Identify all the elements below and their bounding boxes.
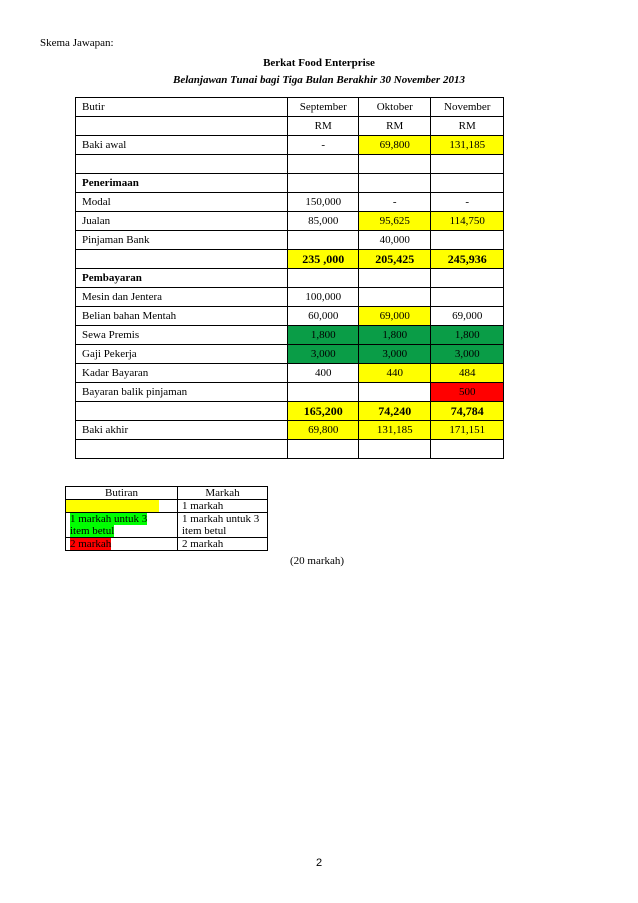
legend-text-line1: 1 markah untuk 3 (182, 513, 260, 525)
table-cell: 69,000 (431, 307, 504, 326)
table-row (76, 288, 504, 307)
table-cell (431, 174, 504, 193)
table-cell: 3,000 (431, 345, 504, 364)
table-cell (288, 383, 358, 402)
row-label: Modal (76, 193, 288, 212)
row-label: Bayaran balik pinjaman (76, 383, 288, 402)
table-row (76, 269, 504, 288)
row-label: Belian bahan Mentah (76, 307, 288, 326)
table-cell: 40,000 (358, 231, 431, 250)
units-cell (76, 117, 288, 136)
row-label: Kadar Bayaran (76, 364, 288, 383)
table-cell: 150,000 (288, 193, 358, 212)
table-cell (431, 269, 504, 288)
table-cell (431, 155, 504, 174)
table-row (76, 421, 504, 440)
total-cell: 245,936 (431, 250, 504, 269)
table-cell (358, 174, 431, 193)
table-cell (358, 288, 431, 307)
row-label: Pinjaman Bank (76, 231, 288, 250)
table-row (76, 231, 504, 250)
total-cell: 205,425 (358, 250, 431, 269)
units-cell: RM (431, 117, 504, 136)
table-cell: 131,185 (431, 136, 504, 155)
marking-legend-table (65, 486, 268, 551)
table-cell: 95,625 (358, 212, 431, 231)
table-row (76, 174, 504, 193)
table-cell: 500 (431, 383, 504, 402)
row-label: Mesin dan Jentera (76, 288, 288, 307)
table-row (76, 364, 504, 383)
document-title: Berkat Food Enterprise (263, 57, 375, 69)
row-label (76, 402, 288, 421)
table-cell (358, 155, 431, 174)
table-cell: 131,185 (358, 421, 431, 440)
table-cell: - (431, 193, 504, 212)
table-row (76, 440, 504, 459)
table-cell: 400 (288, 364, 358, 383)
section-heading: Penerimaan (76, 174, 288, 193)
table-cell: 1,800 (358, 326, 431, 345)
table-cell (431, 440, 504, 459)
yellow-swatch (66, 500, 159, 512)
table-cell (431, 288, 504, 307)
header-cell: September (288, 98, 358, 117)
table-header-row (76, 98, 504, 117)
legend-text (178, 513, 268, 538)
legend-swatch-red (66, 538, 178, 551)
table-cell: 69,000 (358, 307, 431, 326)
row-label (76, 440, 288, 459)
total-cell: 165,200 (288, 402, 358, 421)
table-cell: 171,151 (431, 421, 504, 440)
table-cell: 69,800 (288, 421, 358, 440)
legend-header-row (66, 487, 268, 500)
table-row (76, 136, 504, 155)
total-cell: 74,240 (358, 402, 431, 421)
table-row (76, 345, 504, 364)
table-row (76, 402, 504, 421)
legend-row (66, 538, 268, 551)
intro-text: Skema Jawapan: (40, 37, 114, 49)
total-cell: 235 ,000 (288, 250, 358, 269)
green-swatch-line2: item betul (70, 525, 115, 537)
row-label (76, 250, 288, 269)
legend-swatch-green (66, 513, 178, 538)
row-label (76, 155, 288, 174)
table-row (76, 155, 504, 174)
table-cell (358, 440, 431, 459)
table-cell (288, 269, 358, 288)
table-cell: 484 (431, 364, 504, 383)
total-cell: 74,784 (431, 402, 504, 421)
page-number: 2 (315, 857, 323, 869)
section-heading: Pembayaran (76, 269, 288, 288)
legend-text: 2 markah (178, 538, 268, 551)
document-subtitle: Belanjawan Tunai bagi Tiga Bulan Berakhir 30 November 2013 (173, 74, 465, 86)
table-units-row (76, 117, 504, 136)
legend-text: 1 markah (178, 500, 268, 513)
table-cell: 69,800 (358, 136, 431, 155)
units-cell: RM (358, 117, 431, 136)
table-cell: - (358, 193, 431, 212)
header-cell: Oktober (358, 98, 431, 117)
red-swatch: 2 markah (70, 538, 112, 550)
header-cell: Butir (76, 98, 288, 117)
table-cell (288, 440, 358, 459)
table-cell (288, 155, 358, 174)
table-cell: 114,750 (431, 212, 504, 231)
row-label: Sewa Premis (76, 326, 288, 345)
units-cell: RM (288, 117, 358, 136)
table-cell: - (288, 136, 358, 155)
table-row (76, 212, 504, 231)
row-label: Jualan (76, 212, 288, 231)
row-label: Baki awal (76, 136, 288, 155)
table-cell: 100,000 (288, 288, 358, 307)
table-cell: 440 (358, 364, 431, 383)
table-cell: 1,800 (431, 326, 504, 345)
cash-budget-table (75, 97, 504, 459)
table-row (76, 383, 504, 402)
table-row (76, 307, 504, 326)
table-row (76, 250, 504, 269)
legend-row (66, 500, 268, 513)
row-label: Gaji Pekerja (76, 345, 288, 364)
row-label: Baki akhir (76, 421, 288, 440)
table-cell (358, 383, 431, 402)
table-row (76, 193, 504, 212)
table-cell: 85,000 (288, 212, 358, 231)
legend-swatch-yellow (66, 500, 178, 513)
legend-text-line2: item betul (182, 525, 227, 537)
table-cell (288, 174, 358, 193)
total-marks: (20 markah) (290, 555, 345, 567)
table-cell (358, 269, 431, 288)
green-swatch-line1: 1 markah untuk 3 (70, 513, 148, 525)
table-cell: 3,000 (288, 345, 358, 364)
table-cell: 60,000 (288, 307, 358, 326)
table-cell: 3,000 (358, 345, 431, 364)
legend-row (66, 513, 268, 538)
legend-header-cell: Butiran (66, 487, 178, 500)
table-cell: 1,800 (288, 326, 358, 345)
table-row (76, 326, 504, 345)
table-cell (431, 231, 504, 250)
header-cell: November (431, 98, 504, 117)
legend-header-cell: Markah (178, 487, 268, 500)
table-cell (288, 231, 358, 250)
